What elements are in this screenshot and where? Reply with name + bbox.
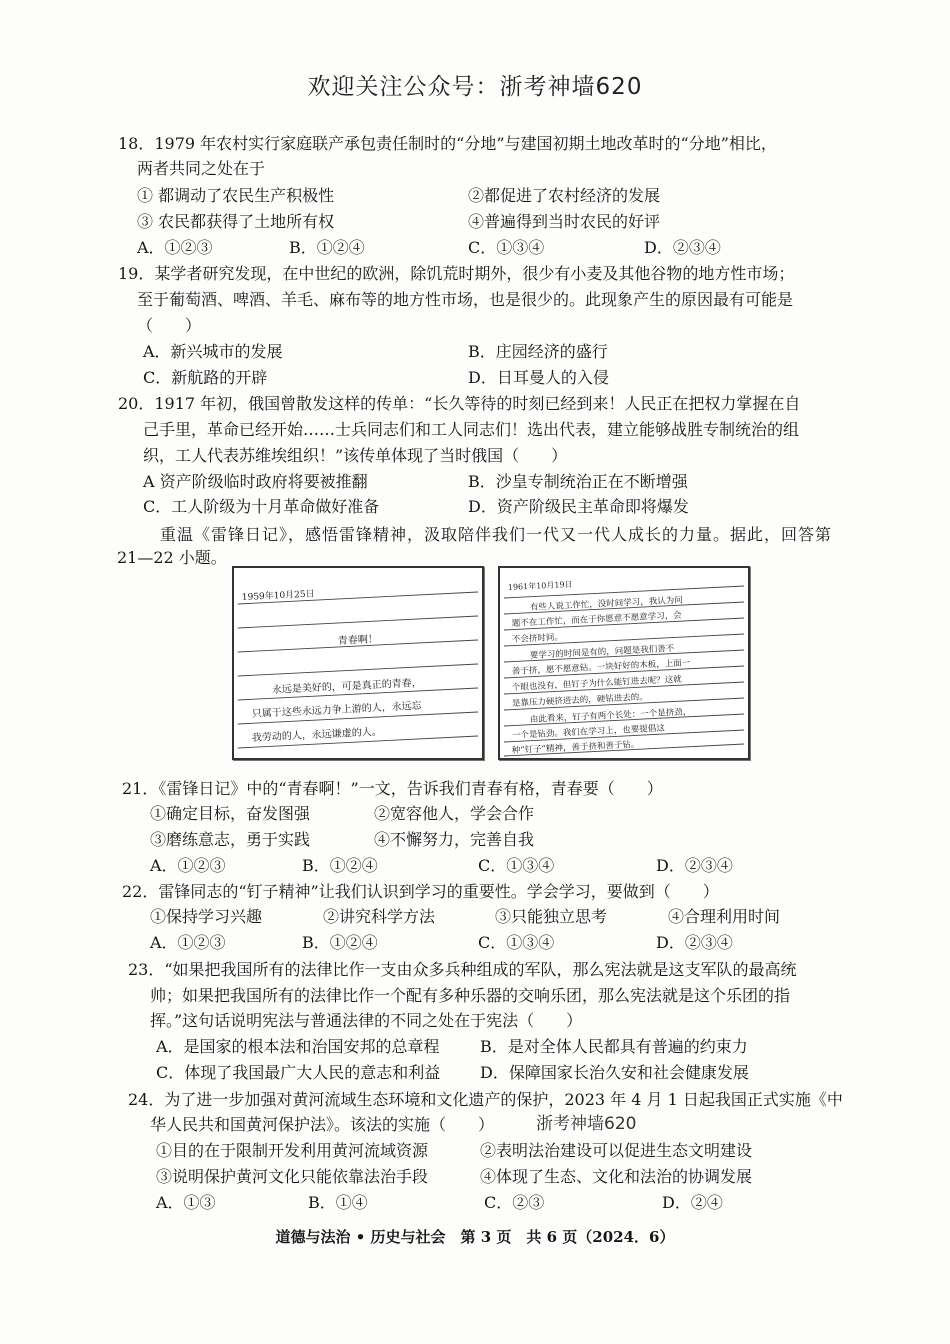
diary-1959-title: 青春啊！ (337, 634, 379, 647)
statement-4: ④不懈努力，完善自我 (374, 830, 535, 849)
question-stem: 23．“如果把我国所有的法律比作一支由众多兵种组成的军队，那么宪法就是这支军队的最高统 (128, 960, 797, 979)
statement-1: ①确定目标，奋发图强 (150, 804, 311, 823)
choice-d: D．②④ (662, 1193, 723, 1212)
statement-4: ④合理利用时间 (668, 907, 781, 926)
choice-b: B．①②④ (302, 856, 378, 875)
page-header-title: 欢迎关注公众号：浙考神墙620 (307, 74, 643, 100)
choice-b: B．①④ (308, 1193, 368, 1212)
choice-d: D．资产阶级民主革命即将爆发 (468, 497, 689, 516)
watermark-text: 浙考神墙620 (536, 1114, 637, 1134)
diary-page-1961-drawing (500, 568, 748, 758)
statement-3: ③说明保护黄河文化只能依靠法治手段 (156, 1167, 429, 1186)
choice-b: B．①②④ (289, 238, 365, 257)
statement-2: ②讲究科学方法 (323, 907, 436, 926)
page-footer: 道德与法治 • 历史与社会 第 3 页 共 6 页（2024．6） (275, 1228, 675, 1246)
question-stem: 至于葡萄酒、啤酒、羊毛、麻布等的地方性市场，也是很少的。此现象产生的原因最有可能是 (137, 290, 794, 309)
diary-1961-line: 要学习的时间是有的，问题是我们善不 (529, 643, 675, 661)
choice-b: B．庄园经济的盛行 (468, 342, 608, 361)
question-stem: 24．为了进一步加强对黄河流域生态环境和文化遗产的保护，2023 年 4 月 1 日起我国正式实施《中 (128, 1090, 843, 1109)
diary-1961-line: 题不在工作忙，而在于你愿意不愿意学习，会 (511, 610, 682, 629)
section-intro: 21—22 小题。 (117, 548, 227, 567)
choice-a: A．是国家的根本法和治国安邦的总章程 (156, 1037, 440, 1056)
question-stem: 帅；如果把我国所有的法律比作一个配有多种乐器的交响乐团，那么宪法就是这个乐团的指 (150, 986, 791, 1005)
diary-1961-line: 善于挤，愿不愿意钻。一块好好的木板，上面一 (511, 658, 691, 677)
diary-1961-line: 不会挤时间。 (511, 632, 564, 645)
diary-1961-line: 一个是钻劲。我们在学习上，也要提倡这 (511, 723, 665, 741)
diary-page-1959-drawing (234, 568, 482, 758)
statement-3: ③磨练意志，勇于实践 (150, 830, 311, 849)
choice-a: A 资产阶级临时政府将要被推翻 (143, 472, 368, 491)
diary-1959-date: 1959年10月25日 (241, 589, 315, 603)
choice-d: D．保障国家长治久安和社会健康发展 (480, 1063, 749, 1082)
choice-c: C．②③ (484, 1193, 545, 1212)
statement-3: ③ 农民都获得了土地所有权 (137, 212, 335, 231)
diary-1961-line: 个眼也没有，但钉子为什么能钉进去呢？这就 (511, 674, 682, 693)
question-stem: 华人民共和国黄河保护法》。该法的实施（ ） (150, 1115, 495, 1134)
diary-1961-line: 是靠压力硬挤进去的，硬钻进去的。 (511, 692, 648, 709)
diary-1961-line: 有些人说工作忙，没时间学习，我认为问 (529, 595, 683, 613)
diary-1959-line: 我劳动的人，永远谦虚的人。 (251, 726, 382, 744)
choice-a: A．①②③ (137, 238, 213, 257)
answer-blank: （ ） (137, 316, 202, 335)
choice-a: A．①②③ (150, 933, 226, 952)
diary-1961-line: 种“钉子”精神，善于挤和善于钻。 (511, 739, 640, 756)
choice-b: B．①②④ (302, 933, 378, 952)
choice-c: C．工人阶级为十月革命做好准备 (143, 497, 380, 516)
statement-2: ②宽容他人，学会合作 (374, 804, 535, 823)
section-intro: 重温《雷锋日记》，感悟雷锋精神，汲取陪伴我们一代又一代人成长的力量。据此，回答第 (160, 525, 833, 544)
question-stem: 21．《雷锋日记》中的“青春啊！”一文，告诉我们青春有格，青春要（ ） (122, 779, 663, 798)
statement-2: ②表明法治建设可以促进生态文明建设 (480, 1141, 753, 1160)
choice-d: D．②③④ (644, 238, 721, 257)
choice-c: C．①③④ (468, 238, 545, 257)
statement-3: ③只能独立思考 (495, 907, 608, 926)
question-stem: 挥。”这句话说明宪法与普通法律的不同之处在于宪法（ ） (150, 1011, 583, 1030)
question-stem: 己手里，革命已经开始……士兵同志们和工人同志们！选出代表，建立能够战胜专制统治的组 (143, 420, 800, 439)
choice-c: C．体现了我国最广大人民的意志和利益 (156, 1063, 441, 1082)
choice-a: A．①③ (156, 1193, 216, 1212)
statement-1: ① 都调动了农民生产积极性 (137, 186, 335, 205)
statement-1: ①保持学习兴趣 (150, 907, 263, 926)
diary-1959-line: 只属于这些永远力争上游的人，永远忘 (251, 700, 422, 720)
choice-d: D．②③④ (656, 856, 733, 875)
choice-c: C．新航路的开辟 (143, 368, 268, 387)
choice-b: B．是对全体人民都具有普遍的约束力 (480, 1037, 748, 1056)
question-stem: 18．1979 年农村实行家庭联产承包责任制时的“分地”与建国初期土地改革时的“分地”相比， (118, 134, 777, 153)
choice-d: D．②③④ (656, 933, 733, 952)
statement-4: ④体现了生态、文化和法治的协调发展 (480, 1167, 753, 1186)
choice-a: A．①②③ (150, 856, 226, 875)
choice-c: C．①③④ (478, 933, 555, 952)
question-stem: 两者共同之处在于 (137, 159, 266, 178)
choice-b: B．沙皇专制统治正在不断增强 (468, 472, 688, 491)
choice-d: D．日耳曼人的入侵 (468, 368, 609, 387)
question-stem: 织，工人代表苏维埃组织！”该传单体现了当时俄国（ ） (143, 446, 568, 465)
diary-1959-line: 永远是美好的，可是真正的青春， (271, 677, 422, 696)
diary-page-1961 (498, 566, 750, 760)
diary-page-1959 (232, 566, 484, 760)
choice-a: A．新兴城市的发展 (143, 342, 283, 361)
question-stem: 19．某学者研究发现，在中世纪的欧洲，除饥荒时期外，很少有小麦及其他谷物的地方性市场； (118, 264, 795, 283)
diary-1961-line: 由此看来，钉子有两个长处：一个是挤劲， (529, 707, 692, 725)
diary-1961-date: 1961年10月19日 (507, 579, 573, 592)
choice-c: C．①③④ (478, 856, 555, 875)
question-stem: 20．1917 年初，俄国曾散发这样的传单：“长久等待的时刻已经到来！人民正在把权力掌握在自 (118, 394, 801, 413)
statement-4: ④普遍得到当时农民的好评 (468, 212, 661, 231)
statement-1: ①目的在于限制开发利用黄河流域资源 (156, 1141, 429, 1160)
statement-2: ②都促进了农村经济的发展 (468, 186, 661, 205)
question-stem: 22．雷锋同志的“钉子精神”让我们认识到学习的重要性。学会学习，要做到（ ） (122, 882, 719, 901)
